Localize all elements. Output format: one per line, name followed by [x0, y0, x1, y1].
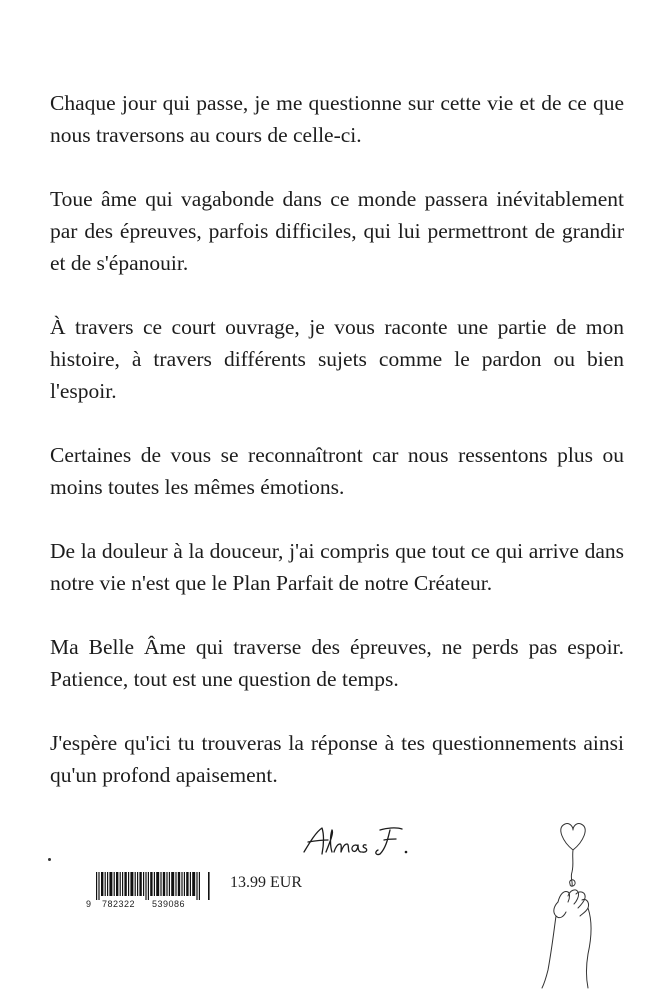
paragraph-2: Toue âme qui vagabonde dans ce monde passera inévitablement par des épreuves, parfois difficiles, qui lui permettront de grandir et de s'épanouir.: [50, 187, 624, 275]
author-signature: [300, 822, 440, 862]
barcode: [86, 872, 216, 912]
paragraph-3: À travers ce court ouvrage, je vous raconte une partie de mon histoire, à travers différents sujets comme le pardon ou bien l'espoir.: [50, 315, 624, 403]
barcode-group-1: 782322: [102, 899, 136, 909]
paragraph-7: J'espère qu'ici tu trouveras la réponse à tes questionnements ainsi qu'un profond apaisement.: [50, 731, 624, 787]
back-cover-text: [50, 87, 624, 823]
paragraph-5: De la douleur à la douceur, j'ai compris que tout ce qui arrive dans notre vie n'est que le Plan Parfait de notre Créateur.: [50, 539, 624, 595]
barcode-bars: [86, 872, 216, 900]
barcode-lead-digit: 9: [86, 899, 92, 909]
paragraph-1: Chaque jour qui passe, je me questionne sur cette vie et de ce que nous traversons au cours de celle-ci.: [50, 91, 624, 147]
paragraph-4: Certaines de vous se reconnaîtront car nous ressentons plus ou moins toutes les mêmes émotions.: [50, 443, 624, 499]
hand-heart-illustration: [518, 820, 628, 990]
price-label: 13.99 EUR: [230, 874, 302, 891]
decorative-dot: [48, 858, 51, 861]
paragraph-6: Ma Belle Âme qui traverse des épreuves, ne perds pas espoir. Patience, tout est une question de temps.: [50, 635, 624, 691]
barcode-group-2: 539086: [152, 899, 186, 909]
